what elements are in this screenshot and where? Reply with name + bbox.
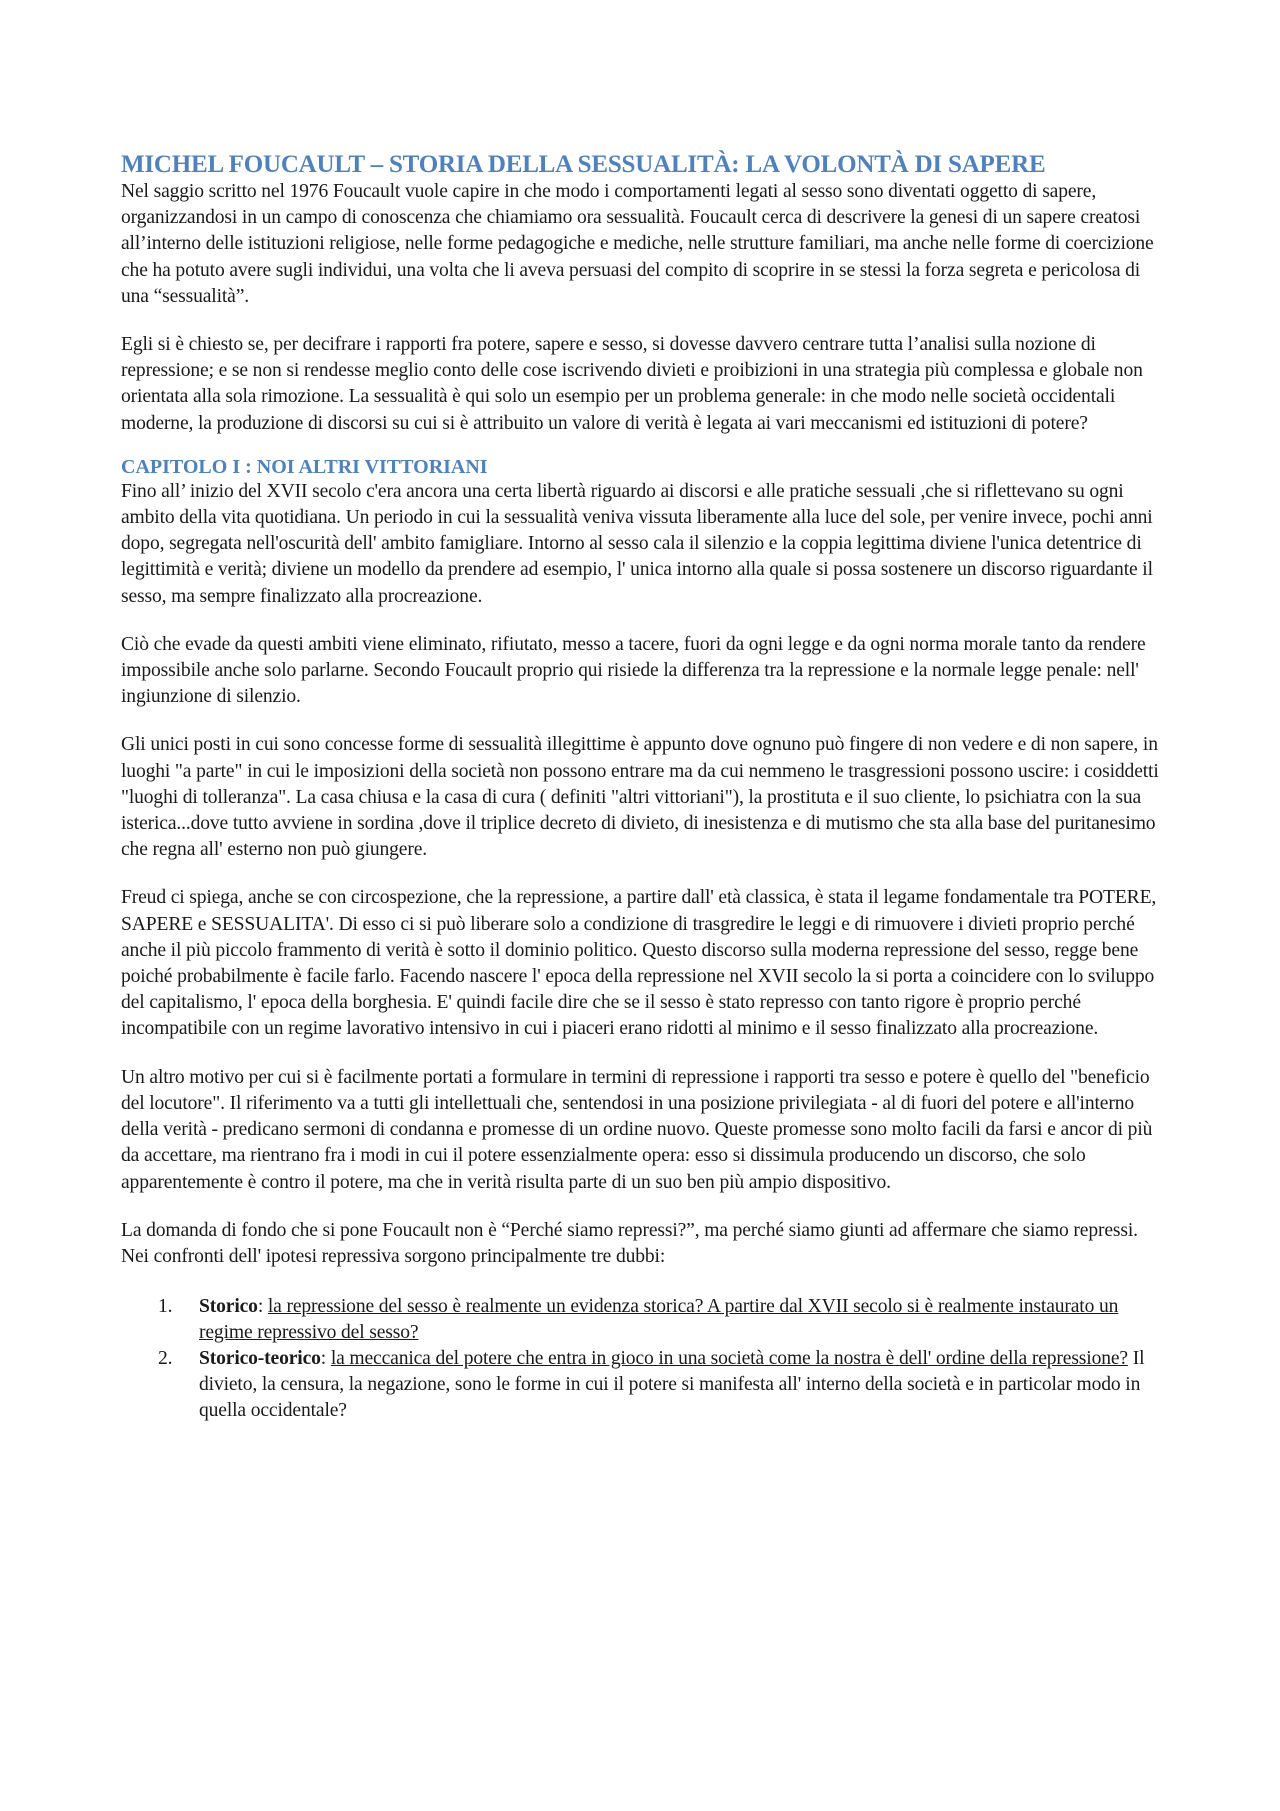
chapter-paragraph-1: Fino all’ inizio del XVII secolo c'era ancora una certa libertà riguardo ai discorsi e alle pratiche sessuali ,che si riflettevano su ogni ambito della vita quotidiana. Un periodo in cui la sessualità veniva vissuta liberamente alla luce del sole, per venire invece, pochi anni dopo, segregata nell'oscurità dell' ambito famigliare. Intorno al sesso cala il silenzio e la coppia legittima diviene l'unica detentrice di legittimità e verità; diviene un modello da prendere ad esempio, l' unica intorno alla quale si possa sostenere un discorso riguardante il sesso, ma sempre finalizzato alla procreazione. xyxy=(121,480,1153,607)
chapter-heading: CAPITOLO I : NOI ALTRI VITTORIANI xyxy=(121,455,488,478)
doubt-item-historical xyxy=(121,1294,1166,1346)
intro-paragraph-2: Egli si è chiesto se, per decifrare i rapporti fra potere, sapere e sesso, si dovesse davvero centrare tutta l’analisi sulla nozione di repressione; e se non si rendesse meglio conto delle cose iscrivendo divieti e proibizioni in una strategia più complessa e globale non orientata alla sola rimozione. La sessualità è qui solo un esempio per un problema generale: in che modo nelle società occidentali moderne, la produzione di discorsi su cui si è attribuito un valore di verità è legata ai vari meccanismi ed istituzioni di potere? xyxy=(121,334,1143,434)
list-number: 2. xyxy=(158,1348,173,1370)
chapter-paragraph-6: La domanda di fondo che si pone Foucault non è “Perché siamo repressi?”, ma perché siamo giunti ad affermare che siamo repressi. Nei confronti dell' ipotesi repressiva sorgono principalmente tre dubbi: xyxy=(121,1219,1138,1267)
chapter-paragraph-4: Freud ci spiega, anche se con circospezione, che la repressione, a partire dall' età classica, è stata il legame fondamentale tra POTERE, SAPERE e SESSUALITA'. Di esso ci si può liberare solo a condizione di trasgredire le leggi e di rimuovere i divieti proprio perché anche il più piccolo frammento di verità è sotto il dominio politico. Questo discorso sulla moderna repressione del sesso, regge bene poiché probabilmente è facile farlo. Facendo nascere l' epoca della repressione nel XVII secolo la si porta a coincidere con lo sviluppo del capitalismo, l' epoca della borghesia. E' quindi facile dire che se il sesso è stato represso con tanto rigore è proprio perché incompatibile con un regime lavorativo intensivo in cui i piaceri erano ridotti al minimo e il sesso finalizzato alla procreazione. xyxy=(121,887,1157,1040)
doubt-term: Storico-teorico xyxy=(199,1348,321,1370)
document-page xyxy=(121,150,1166,1424)
chapter-paragraph-2: Ciò che evade da questi ambiti viene eliminato, rifiutato, messo a tacere, fuori da ogni legge e da ogni norma morale tanto da rendere impossibile anche solo parlarne. Secondo Foucault proprio qui risiede la differenza tra la repressione e la normale legge penale: nell' ingiunzione di silenzio. xyxy=(121,633,1146,708)
doubts-list xyxy=(121,1294,1166,1424)
chapter-paragraph-3: Gli unici posti in cui sono concesse forme di sessualità illegittime è appunto dove ognuno può fingere di non vedere e di non sapere, in luoghi "a parte" in cui le imposizioni della società non possono entrare ma da cui nemmeno le trasgressioni possono uscire: i cosiddetti "luoghi di tolleranza". La casa chiusa e la casa di cura ( definiti "altri vittoriani"), la prostituta e il suo cliente, lo psichiatra con la sua isterica...dove tutto avviene in sordina ,dove il triplice decreto di divieto, di inesistenza e di mutismo che sta alla base del puritanesimo che regna all' esterno non può giungere. xyxy=(121,734,1159,861)
doubt-separator: : xyxy=(257,1296,268,1318)
document-title: MICHEL FOUCAULT – STORIA DELLA SESSUALITÀ: LA VOLONTÀ DI SAPERE xyxy=(121,151,1046,178)
doubt-item-historical-theoretical xyxy=(121,1346,1166,1424)
doubt-separator: : xyxy=(320,1348,331,1370)
doubt-question-underlined: la meccanica del potere che entra in gioco in una società come la nostra è dell' ordine della repressione? xyxy=(330,1348,1128,1370)
chapter-paragraph-5: Un altro motivo per cui si è facilmente portati a formulare in termini di repressione i rapporti tra sesso e potere è quello del "beneficio del locutore". Il riferimento va a tutti gli intellettuali che, sentendosi in una posizione privilegiata - al di fuori del potere e all'interno della verità - predicano sermoni di condanna e promesse di un ordine nuovo. Queste promesse sono molto facili da farsi e ancor di più da accettare, ma rientrano fra i modi in cui il potere essenzialmente opera: esso si dissimula producendo un discorso, che solo apparentemente è contro il potere, ma che in verità risulta parte di un suo ben più ampio dispositivo. xyxy=(121,1066,1153,1193)
doubt-term: Storico xyxy=(199,1296,258,1318)
doubt-question-rest: Il divieto, la censura, la negazione, sono le forme in cui il potere si manifesta all' interno della società e in particolar modo in quella occidentale? xyxy=(199,1348,1145,1422)
doubt-question-underlined: la repressione del sesso è realmente un evidenza storica? A partire dal XVII secolo si è realmente instaurato un regime repressivo del sesso? xyxy=(199,1296,1119,1344)
intro-paragraph-1: Nel saggio scritto nel 1976 Foucault vuole capire in che modo i comportamenti legati al sesso sono diventati oggetto di sapere, organizzandosi in un campo di conoscenza che chiamiamo ora sessualità. Foucault cerca di descrivere la genesi di un sapere creatosi all’interno delle istituzioni religiose, nelle forme pedagogiche e mediche, nelle strutture familiari, ma anche nelle forme di coercizione che ha potuto avere sugli individui, una volta che li aveva persuasi del compito di scoprire in se stessi la forza segreta e pericolosa di una “sessualità”. xyxy=(121,181,1154,307)
list-number: 1. xyxy=(158,1296,173,1318)
